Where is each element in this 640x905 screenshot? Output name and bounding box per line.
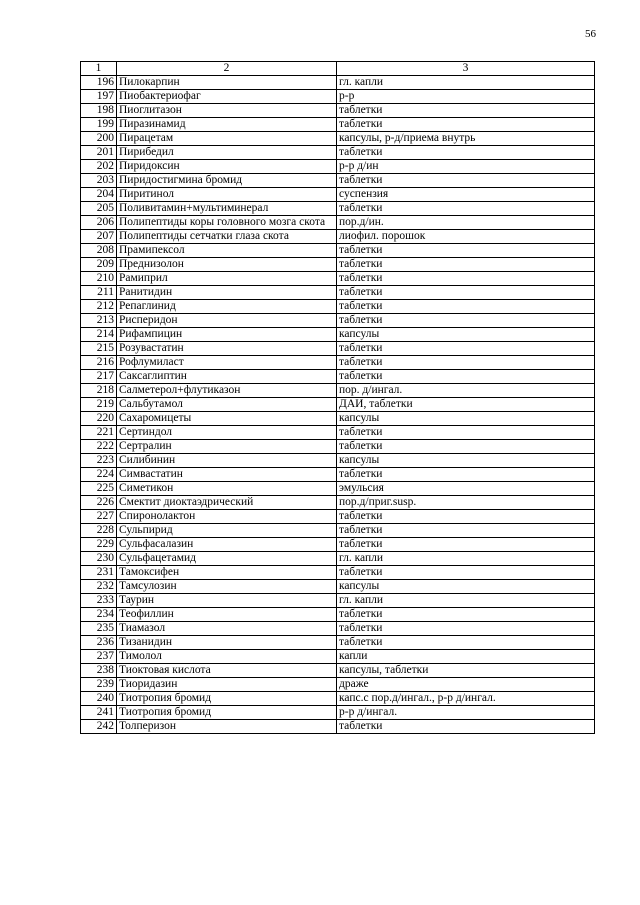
dosage-form: таблетки	[337, 272, 595, 286]
drug-name: Сахаромицеты	[117, 412, 337, 426]
table-row	[81, 524, 595, 538]
drug-name: Тизанидин	[117, 636, 337, 650]
row-number: 241	[81, 706, 117, 720]
dosage-form: р-р д/ин	[337, 160, 595, 174]
dosage-form: таблетки	[337, 608, 595, 622]
row-number: 227	[81, 510, 117, 524]
drug-name: Сульпирид	[117, 524, 337, 538]
dosage-form: таблетки	[337, 244, 595, 258]
dosage-form: драже	[337, 678, 595, 692]
row-number: 234	[81, 608, 117, 622]
drug-name: Рифампицин	[117, 328, 337, 342]
row-number: 209	[81, 258, 117, 272]
row-number: 239	[81, 678, 117, 692]
dosage-form: таблетки	[337, 510, 595, 524]
table-row	[81, 412, 595, 426]
table-row	[81, 482, 595, 496]
dosage-form: капсулы, р-д/приема внутрь	[337, 132, 595, 146]
drug-name: Симетикон	[117, 482, 337, 496]
drug-name: Пиразинамид	[117, 118, 337, 132]
dosage-form: эмульсия	[337, 482, 595, 496]
row-number: 229	[81, 538, 117, 552]
dosage-form: таблетки	[337, 202, 595, 216]
row-number: 218	[81, 384, 117, 398]
drug-name: Пиобактериофаг	[117, 90, 337, 104]
row-number: 219	[81, 398, 117, 412]
drug-name: Салметерол+флутиказон	[117, 384, 337, 398]
table-row	[81, 272, 595, 286]
row-number: 214	[81, 328, 117, 342]
drug-name: Пиритинол	[117, 188, 337, 202]
drug-name: Преднизолон	[117, 258, 337, 272]
drug-name: Тиамазол	[117, 622, 337, 636]
table-row	[81, 146, 595, 160]
dosage-form: капсулы	[337, 454, 595, 468]
row-number: 237	[81, 650, 117, 664]
drug-name: Силибинин	[117, 454, 337, 468]
table-row	[81, 608, 595, 622]
dosage-form: пор.д/приг.susp.	[337, 496, 595, 510]
dosage-form: таблетки	[337, 720, 595, 734]
row-number: 235	[81, 622, 117, 636]
row-number: 223	[81, 454, 117, 468]
drug-name: Смектит диоктаэдрический	[117, 496, 337, 510]
row-number: 233	[81, 594, 117, 608]
table-row	[81, 622, 595, 636]
header-col-2: 2	[117, 62, 337, 76]
row-number: 202	[81, 160, 117, 174]
row-number: 204	[81, 188, 117, 202]
drug-name: Саксаглиптин	[117, 370, 337, 384]
dosage-form: гл. капли	[337, 594, 595, 608]
drug-name: Поливитамин+мультиминерал	[117, 202, 337, 216]
drug-name: Пиоглитазон	[117, 104, 337, 118]
table-row	[81, 384, 595, 398]
drug-name: Пилокарпин	[117, 76, 337, 90]
table-row	[81, 76, 595, 90]
dosage-form: таблетки	[337, 622, 595, 636]
drug-name: Спиронолактон	[117, 510, 337, 524]
row-number: 210	[81, 272, 117, 286]
row-number: 216	[81, 356, 117, 370]
table-row	[81, 678, 595, 692]
table-row	[81, 174, 595, 188]
dosage-form: таблетки	[337, 370, 595, 384]
table-row	[81, 342, 595, 356]
row-number: 199	[81, 118, 117, 132]
drug-name: Тиоридазин	[117, 678, 337, 692]
drug-name: Пирацетам	[117, 132, 337, 146]
table-row	[81, 440, 595, 454]
table-row	[81, 692, 595, 706]
row-number: 207	[81, 230, 117, 244]
dosage-form: гл. капли	[337, 76, 595, 90]
row-number: 208	[81, 244, 117, 258]
row-number: 213	[81, 314, 117, 328]
row-number: 221	[81, 426, 117, 440]
dosage-form: капли	[337, 650, 595, 664]
row-number: 196	[81, 76, 117, 90]
table-row	[81, 244, 595, 258]
table-row	[81, 538, 595, 552]
drug-name: Тамоксифен	[117, 566, 337, 580]
drug-name: Сертиндол	[117, 426, 337, 440]
drug-name: Тиотропия бромид	[117, 706, 337, 720]
row-number: 215	[81, 342, 117, 356]
drug-name: Розувастатин	[117, 342, 337, 356]
dosage-form: таблетки	[337, 440, 595, 454]
drug-table	[80, 61, 595, 734]
row-number: 203	[81, 174, 117, 188]
table-row	[81, 664, 595, 678]
table-row	[81, 314, 595, 328]
drug-name: Сальбутамол	[117, 398, 337, 412]
row-number: 205	[81, 202, 117, 216]
row-number: 201	[81, 146, 117, 160]
drug-name: Ранитидин	[117, 286, 337, 300]
drug-name: Тамсулозин	[117, 580, 337, 594]
row-number: 220	[81, 412, 117, 426]
table-row	[81, 454, 595, 468]
table-row	[81, 356, 595, 370]
dosage-form: таблетки	[337, 468, 595, 482]
table-row	[81, 188, 595, 202]
drug-name: Рофлумиласт	[117, 356, 337, 370]
dosage-form: пор. д/ингал.	[337, 384, 595, 398]
dosage-form: таблетки	[337, 538, 595, 552]
dosage-form: таблетки	[337, 314, 595, 328]
dosage-form: суспензия	[337, 188, 595, 202]
row-number: 206	[81, 216, 117, 230]
row-number: 228	[81, 524, 117, 538]
drug-name: Теофиллин	[117, 608, 337, 622]
dosage-form: капсулы, таблетки	[337, 664, 595, 678]
dosage-form: таблетки	[337, 174, 595, 188]
table-row	[81, 286, 595, 300]
table-row	[81, 230, 595, 244]
dosage-form: таблетки	[337, 524, 595, 538]
row-number: 225	[81, 482, 117, 496]
dosage-form: капсулы	[337, 328, 595, 342]
row-number: 211	[81, 286, 117, 300]
dosage-form: таблетки	[337, 104, 595, 118]
row-number: 212	[81, 300, 117, 314]
table-row	[81, 300, 595, 314]
dosage-form: р-р	[337, 90, 595, 104]
table-row	[81, 594, 595, 608]
table-row	[81, 426, 595, 440]
row-number: 200	[81, 132, 117, 146]
row-number: 224	[81, 468, 117, 482]
drug-name: Пирибедил	[117, 146, 337, 160]
dosage-form: таблетки	[337, 356, 595, 370]
dosage-form: гл. капли	[337, 552, 595, 566]
dosage-form: лиофил. порошок	[337, 230, 595, 244]
table-row	[81, 216, 595, 230]
dosage-form: таблетки	[337, 342, 595, 356]
dosage-form: таблетки	[337, 146, 595, 160]
row-number: 230	[81, 552, 117, 566]
table-row	[81, 132, 595, 146]
drug-name: Полипептиды коры головного мозга скота	[117, 216, 337, 230]
drug-name: Рисперидон	[117, 314, 337, 328]
drug-name: Пиридостигмина бромид	[117, 174, 337, 188]
table-row	[81, 160, 595, 174]
row-number: 226	[81, 496, 117, 510]
row-number: 232	[81, 580, 117, 594]
row-number: 238	[81, 664, 117, 678]
dosage-form: пор.д/ин.	[337, 216, 595, 230]
table-row	[81, 496, 595, 510]
table-row	[81, 510, 595, 524]
dosage-form: таблетки	[337, 566, 595, 580]
table-row	[81, 258, 595, 272]
table-row	[81, 118, 595, 132]
drug-name: Сульфацетамид	[117, 552, 337, 566]
row-number: 242	[81, 720, 117, 734]
row-number: 236	[81, 636, 117, 650]
dosage-form: ДАИ, таблетки	[337, 398, 595, 412]
drug-name: Таурин	[117, 594, 337, 608]
row-number: 222	[81, 440, 117, 454]
dosage-form: таблетки	[337, 258, 595, 272]
table-row	[81, 468, 595, 482]
drug-name: Симвастатин	[117, 468, 337, 482]
table-row	[81, 580, 595, 594]
table-row	[81, 566, 595, 580]
dosage-form: капсулы	[337, 412, 595, 426]
table-row	[81, 328, 595, 342]
dosage-form: р-р д/ингал.	[337, 706, 595, 720]
dosage-form: таблетки	[337, 300, 595, 314]
table-header-row	[81, 62, 595, 76]
dosage-form: таблетки	[337, 286, 595, 300]
dosage-form: таблетки	[337, 426, 595, 440]
header-col-1: 1	[81, 62, 117, 76]
drug-name: Пиридоксин	[117, 160, 337, 174]
row-number: 231	[81, 566, 117, 580]
drug-name: Рамиприл	[117, 272, 337, 286]
drug-name: Толперизон	[117, 720, 337, 734]
row-number: 198	[81, 104, 117, 118]
drug-name: Полипептиды сетчатки глаза скота	[117, 230, 337, 244]
table-row	[81, 650, 595, 664]
drug-name: Тимолол	[117, 650, 337, 664]
table-row	[81, 720, 595, 734]
table-row	[81, 398, 595, 412]
table-row	[81, 104, 595, 118]
header-col-3: 3	[337, 62, 595, 76]
dosage-form: капс.с пор.д/ингал., р-р д/ингал.	[337, 692, 595, 706]
drug-name: Тиоктовая кислота	[117, 664, 337, 678]
row-number: 240	[81, 692, 117, 706]
drug-name: Тиотропия бромид	[117, 692, 337, 706]
row-number: 197	[81, 90, 117, 104]
row-number: 217	[81, 370, 117, 384]
table-row	[81, 706, 595, 720]
dosage-form: капсулы	[337, 580, 595, 594]
page-number: 56	[585, 28, 596, 40]
dosage-form: таблетки	[337, 118, 595, 132]
table-row	[81, 636, 595, 650]
dosage-form: таблетки	[337, 636, 595, 650]
table-row	[81, 370, 595, 384]
table-row	[81, 552, 595, 566]
drug-name: Репаглинид	[117, 300, 337, 314]
table-body	[81, 76, 595, 734]
table-row	[81, 202, 595, 216]
drug-name: Сертралин	[117, 440, 337, 454]
table-row	[81, 90, 595, 104]
drug-name: Сульфасалазин	[117, 538, 337, 552]
drug-name: Прамипексол	[117, 244, 337, 258]
